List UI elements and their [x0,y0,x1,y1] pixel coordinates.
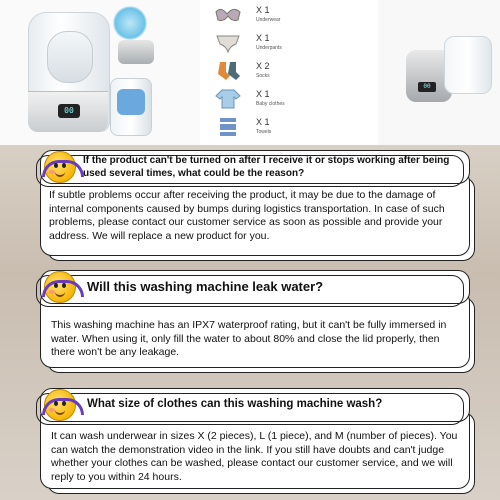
washer-base [28,91,108,132]
bra-icon [214,4,242,26]
list-item [212,2,292,30]
item-quantity: X 1 [256,33,270,43]
product-photo-right [378,0,500,145]
washer-display: 00 [58,104,80,118]
underpants-icon [214,32,242,54]
faq-question-bubble [40,388,470,422]
water-splash-icon [112,6,148,40]
washer-display: 00 [418,82,436,92]
washer-with-clothes-illustration [110,78,152,136]
item-name: Towels [256,129,272,135]
product-image-strip [0,0,500,145]
load-capacity-list [212,0,292,145]
faq-answer: This washing machine has an IPX7 waterproof rating, but it can't be fully immersed in water. When using it, only fill the water to about 80% and close the lid properly, then there won't be any leakage. [51,319,447,358]
faq-answer: It can wash underwear in sizes X (2 pieces), L (1 piece), and M (number of pieces). You can watch the demonstration video in the link. If you still have doubts and can't judge whether your clothes can be washed, please contact our customer service, and we will reply to you within 24 hours. [51,430,458,483]
list-item [212,30,292,58]
list-item [212,58,292,86]
headphone-emoji-icon [44,151,76,183]
baby-clothes-icon [214,88,242,110]
item-name: Underpants [256,45,282,51]
socks-icon [214,60,242,82]
item-quantity: X 1 [256,89,270,99]
headphone-emoji-icon [44,271,76,303]
item-name: Baby clothes [256,101,285,107]
item-quantity: X 1 [256,117,270,127]
faq-question-bubble [40,270,470,304]
item-name: Underwear [256,17,281,23]
headphone-emoji-icon [44,389,76,421]
faq-answer: If subtle problems occur after receiving the product, it may be due to the damage of internal components caused by bumps during logistics transportation. In case of such problems, please contact our customer service as soon as possible and provide your address. We will replace a new product for you. [49,189,445,242]
list-item [212,86,292,114]
product-photo-left [0,0,200,145]
faq-question: Will this washing machine leak water? [87,279,324,294]
list-item [212,114,292,142]
mini-washer-illustration [118,40,154,64]
transparent-lid-illustration [444,36,492,94]
faq-question: If the product can't be turned on after I receive it or stops working after being used several times, what could be the reason? [83,155,450,179]
washer-drum [47,31,93,83]
faq-question-bubble [40,150,470,184]
item-quantity: X 2 [256,61,270,71]
item-quantity: X 1 [256,5,270,15]
washing-machine-illustration [28,12,110,132]
item-name: Socks [256,73,270,79]
clothes-icon [117,89,145,115]
towel-icon [214,116,242,138]
faq-question: What size of clothes can this washing machine wash? [87,398,383,410]
